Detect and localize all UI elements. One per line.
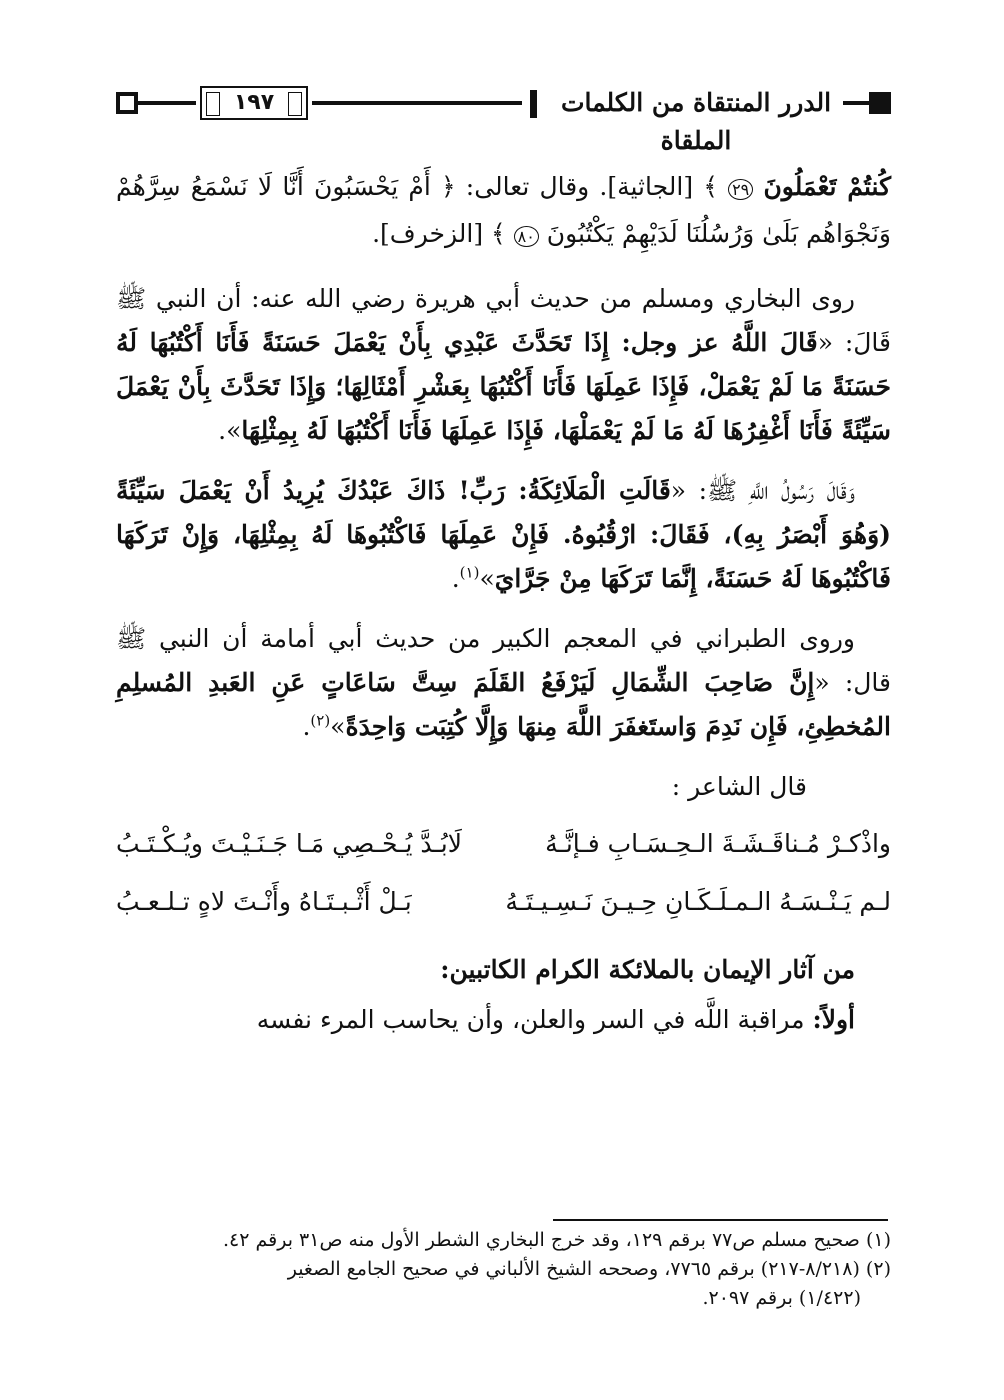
hadith-intro: وَقَالَ رَسُولُ اللَّهِ ﷺ: «: [670, 476, 855, 505]
quran-text: ﴾ [الجاثية]. وقال تعالى: ﴿ أَمْ يَحْسَبُونَ أَنَّا لَا نَسْمَعُ سِرَّهُمْ وَنَجْوَاهُم بَلَىٰ وَرُسُلُنَا لَدَيْهِمْ يَكْتُبُونَ: [116, 172, 891, 248]
footnote-2: (٢) (٨/٢١٨-٢١٧) برقم ٧٧٦٥، وصححه الشيخ الألباني في صحيح الجامع الصغير: [287, 1258, 891, 1280]
surah-ref: ﴾ [الزخرف].: [372, 219, 506, 248]
page-header: [116, 84, 891, 155]
hadith-text: إِنَّ صَاحِبَ الشِّمَالِ لَيَرْفَعُ القَلَمَ سِتَّ سَاعَاتٍ عَنِ العَبدِ المُسلِمِ المُخطِئِ، فَإِن نَدِمَ وَاستَغفَرَ اللَّهَ مِنهَا وَإِلَّا كُتِبَت وَاحِدَةً: [116, 668, 891, 741]
section-heading: من آثار الإيمان بالملائكة الكرام الكاتبين:: [440, 955, 855, 984]
point-label: أولاً:: [812, 1005, 855, 1034]
footnote-2-continued: (١/٤٢٢) برقم ٢٠٩٧.: [702, 1287, 861, 1309]
verse-second-half: لَابُـدَّ يُـحْـصِي مَـا جَـنَـيْـتَ ويُـكْـتَـبُ: [116, 829, 463, 858]
ornament-square-filled: [869, 92, 891, 114]
section-first-point: [116, 995, 891, 1045]
header-rule: [843, 101, 869, 105]
hadith-text: قَالَتِ الْمَلَائِكَةُ: رَبِّ! ذَاكَ عَبْدُكَ يُرِيدُ أَنْ يَعْمَلَ سَيِّئَةً (وَهُوَ أَبْصَرُ بِهِ)، فَقَالَ: ارْقُبُوهُ. فَإِنْ عَمِلَهَا فَاكْتُبُوهَا لَهُ بِمِثْلِهَا، وَإِنْ تَرَكَهَا فَاكْتُبُوهَا لَهُ حَسَنَةً، إِنَّمَا تَرَكَهَا مِنْ جَرَّايَ: [116, 476, 891, 593]
page-number: ١٩٧: [200, 86, 308, 120]
footnote-1: (١) صحيح مسلم ص٧٧ برقم ١٢٩، وقد خرج البخاري الشطر الأول منه ص٣١ برقم ٤٢.: [223, 1229, 891, 1251]
hadith-intro: وروى الطبراني في المعجم الكبير من حديث أبي أمامة أن النبي ﷺ قال: «: [116, 624, 891, 697]
main-text: [116, 165, 891, 1045]
footnote-rule: [553, 1219, 888, 1221]
book-title: الدرر المنتقاة من الكلمات الملقاة: [560, 88, 832, 155]
header-rule: [312, 101, 522, 105]
quran-text: كُنتُمْ تَعْمَلُونَ: [763, 172, 892, 201]
ayah-number: ٢٩: [728, 179, 753, 200]
hadith-paragraph: [116, 469, 891, 601]
verse-first-half: واذْكـرْ مُـناقَـشَـةَ الـحِـسَـابِ فـإنَّـهُ: [545, 829, 891, 858]
hadith-end: ».: [218, 416, 242, 445]
hadith-paragraph: [116, 277, 891, 453]
verse-first-half: لـم يَـنْـسَـهُ الـمـلَـكَـانِ حِـيـنَ نَـسِـيـتَـهُ: [505, 887, 891, 916]
footnotes: [116, 1226, 891, 1313]
footnote-marker: (٢): [310, 711, 331, 730]
hadith-end: »: [479, 564, 495, 593]
point-text: مراقبة اللَّه في السر والعلن، وأن يحاسب المرء نفسه: [256, 1005, 813, 1034]
poet-intro: قال الشاعر :: [671, 772, 807, 801]
hadith-paragraph: [116, 617, 891, 749]
hadith-end: .: [451, 564, 460, 593]
ayah-number: ٨٠: [514, 226, 539, 247]
hadith-intro: روى البخاري ومسلم من حديث أبي هريرة رضي الله عنه: أن النبي ﷺ قَالَ: «: [116, 284, 891, 357]
hadith-text: قَالَ اللَّهُ عز وجل: إِذَا تَحَدَّثَ عَبْدِي بِأَنْ يَعْمَلَ حَسَنَةً فَأَنَا أَكْتُبُهَا لَهُ حَسَنَةً مَا لَمْ يَعْمَلْ، فَإِذَا عَمِلَهَا فَأَنَا أَكْتُبُهَا بِعَشْرِ أَمْثَالِهَا؛ وَإِذَا تَحَدَّثَ بِأَنْ يَعْمَلَ سَيِّئَةً فَأَنَا أَغْفِرُهَا لَهُ مَا لَمْ يَعْمَلْهَا، فَإِذَا عَمِلَهَا فَأَنَا أَكْتُبُهَا لَهُ بِمِثْلِهَا: [116, 328, 891, 445]
quran-verses: [116, 165, 891, 259]
header-rule: [138, 101, 196, 105]
poem-verse: [116, 873, 891, 931]
verse-second-half: بَـلْ أَثْـبـتَـاهُ وأَنْـتَ لاهٍ تـلـعـبُ: [116, 887, 412, 916]
header-bar: [530, 90, 537, 118]
footnote-marker: (١): [459, 563, 480, 582]
hadith-end: .: [302, 712, 311, 741]
poem-verse: [116, 815, 891, 873]
hadith-end: »: [330, 712, 346, 741]
ornament-square-outline: [116, 92, 138, 114]
